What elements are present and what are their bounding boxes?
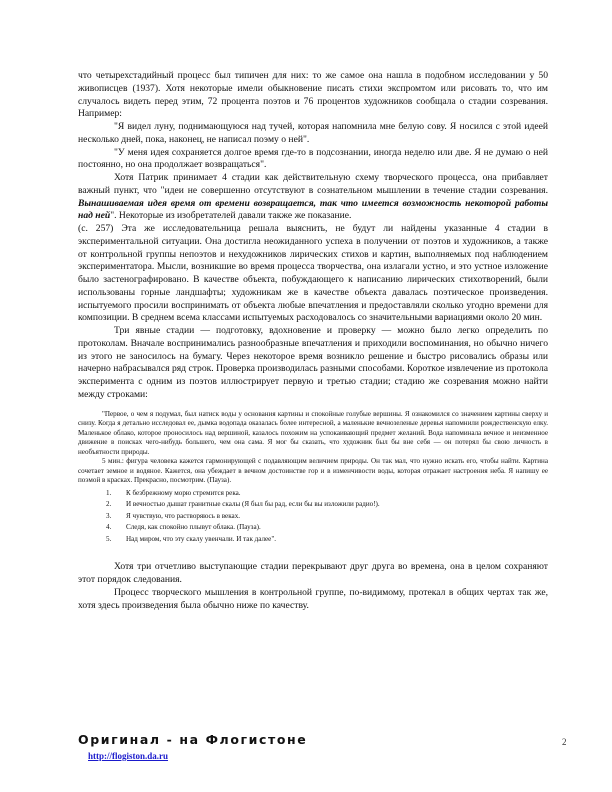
protocol-excerpt <box>78 410 548 546</box>
poem-line-number: 5. <box>106 534 112 543</box>
spacer <box>78 545 548 561</box>
patrick-emphasis: Вынашиваемая идея время от времени возвращается, так что имеется возможность некоторой работы над ней <box>78 197 548 222</box>
patrick-text-end: ". Некоторые из изобретателей давали также же показание. <box>110 210 352 222</box>
poem-line-number: 1. <box>106 488 112 497</box>
patrick-text-start: Хотя Патрик принимает 4 стадии как действительную схему творческого процесса, она прибавляет важный пункт, что "идеи не совершенно отсутствуют в сознательном мышлении в течение стадии созревания. <box>78 172 548 196</box>
flogiston-link[interactable]: http://flogiston.da.ru <box>88 751 169 761</box>
body-text <box>78 70 548 612</box>
poem-line-text: И вечностью дышат гранитные скалы (Я был бы рад, если бы вы изложили радио!). <box>126 500 380 509</box>
poem-line-number: 2. <box>106 500 112 509</box>
protocol-paragraph-1: "Первое, о чем я подумал, был натиск воды у основания картины и спокойные голубые вершины. Я ознакомился со значением картины сверху и снизу. Когда я детально исследовал ее, дымка водопада оказалась более интересной, а маленькие вечнозеленые деревья напомнили рождественскую елку. Маленькое облако, которое проносилось над вершиной, казалось похожим на успокаивающий предмет желаний. Вода напоминала вечное и неизменное движение в поисках чего-нибудь большего, чем она сама. Я мог бы сказать, что художник был бы вне себя — он потерял бы свою личность в необъятности природы. <box>78 409 548 456</box>
poem-line <box>78 522 548 534</box>
poem-line <box>78 499 548 511</box>
paragraph-patrick <box>78 172 548 223</box>
poem-line-text: Над миром, что эту скалу увенчали. И так далее". <box>126 534 276 543</box>
poem-line-number: 3. <box>106 511 112 520</box>
paragraph-experiment: (с. 257) Эта же исследовательница решала выяснить, не будут ли найдены указанные 4 стадии в экспериментальной ситуации. Она достигла неожиданного успеха в получении от поэтов и художников, а также от контрольной группы непоэтов и нехудожников лирических стихов и картин, выполняемых под наблюдением экспериментатора. Мысли, возникшие во время процесса творчества, она излагали устно, и это устное изложение было застенографировано. В качестве объекта, побуждающего к написанию лирических стихотворений, были использованы горные ландшафты; художникам же в качестве объекта давалась поэтическое произведения. испытуемого просили воспринимать от объекта любые впечатления и предоставляли сколько угодно времени для композиции. В среднем всема классами испытуемых расходовалось со значительными вариациями около 20 мин. <box>78 223 548 324</box>
paragraph-intro: что четырехстадийный процесс был типичен для них: то же самое она нашла в подобном исследовании у 50 живописцев (1937). Хотя некоторые имели обыкновение писать стихи экспромтом или рисовать то, что им случалось видеть перед этим, 72 процента поэтов и 76 процентов художников сообщала о стадии созревания. Например: <box>78 70 548 120</box>
poem-line <box>78 534 548 546</box>
poem-line <box>78 488 548 500</box>
protocol-paragraph-2: 5 мин.: фигура человека кажется гармонирующей с подавляющим величием природы. Он так мал, что нужно искать его, чтобы найти. Картина сочетает земное и водяное. Кажется, она убеждает в вечном достоинстве гор и в изменчивости воды, которая отражает настроения неба. Я напишу ее поэмой в красках. Прекрасно, посмотрим. (Пауза). <box>78 457 548 484</box>
poem-line-text: К безбрежному морю стремится река. <box>126 488 241 497</box>
paragraph-stages: Три явные стадии — подготовку, вдохновение и проверку — можно было легко определить по протоколам. Вначале воспринимались разнообразные впечатления и приходили воспоминания, но обычно ничего из этого не заносилось на бумагу. Через некоторое время возникло решение и быстро рисовались образы или начерно набрасывался ряд строк. Проверка производилась разными способами. Короткое извлечение из протокола эксперимента с одним из поэтов иллюстрирует первую и третью стадии; стадию же созревания можно найти между строками: <box>78 325 548 400</box>
quote-subconscious: "У меня идея сохраняется долгое время где-то в подсознании, иногда неделю или две. Я не думаю о ней постоянно, но она продолжает возвращаться". <box>78 146 548 171</box>
footer-title: Оригинал - на Флогистоне <box>78 732 308 747</box>
poem-lines <box>78 488 548 546</box>
page-number: 2 <box>562 737 567 747</box>
poem-line-number: 4. <box>106 523 112 532</box>
poem-line-text: Следя, как спокойно плывут облака. (Пауза). <box>126 523 261 532</box>
footer <box>78 732 568 761</box>
quote-moon: "Я видел луну, поднимающуюся над тучей, которая напомнила мне белую сову. Я носился с этой идеей несколько дней, пока, наконец, не написал поэму о ней". <box>78 121 548 145</box>
poem-line-text: Я чувствую, что растворяюсь в веках. <box>126 511 241 520</box>
paragraph-overlap: Хотя три отчетливо выступающие стадии перекрывают друг друга во времена, она в целом сохраняют этот порядок следования. <box>78 561 548 586</box>
poem-line <box>78 511 548 523</box>
paragraph-control-group: Процесс творческого мышления в контрольной группе, по-видимому, протекал в общих чертах так же, хотя здесь произведения была обычно ниже по качеству. <box>78 586 548 611</box>
